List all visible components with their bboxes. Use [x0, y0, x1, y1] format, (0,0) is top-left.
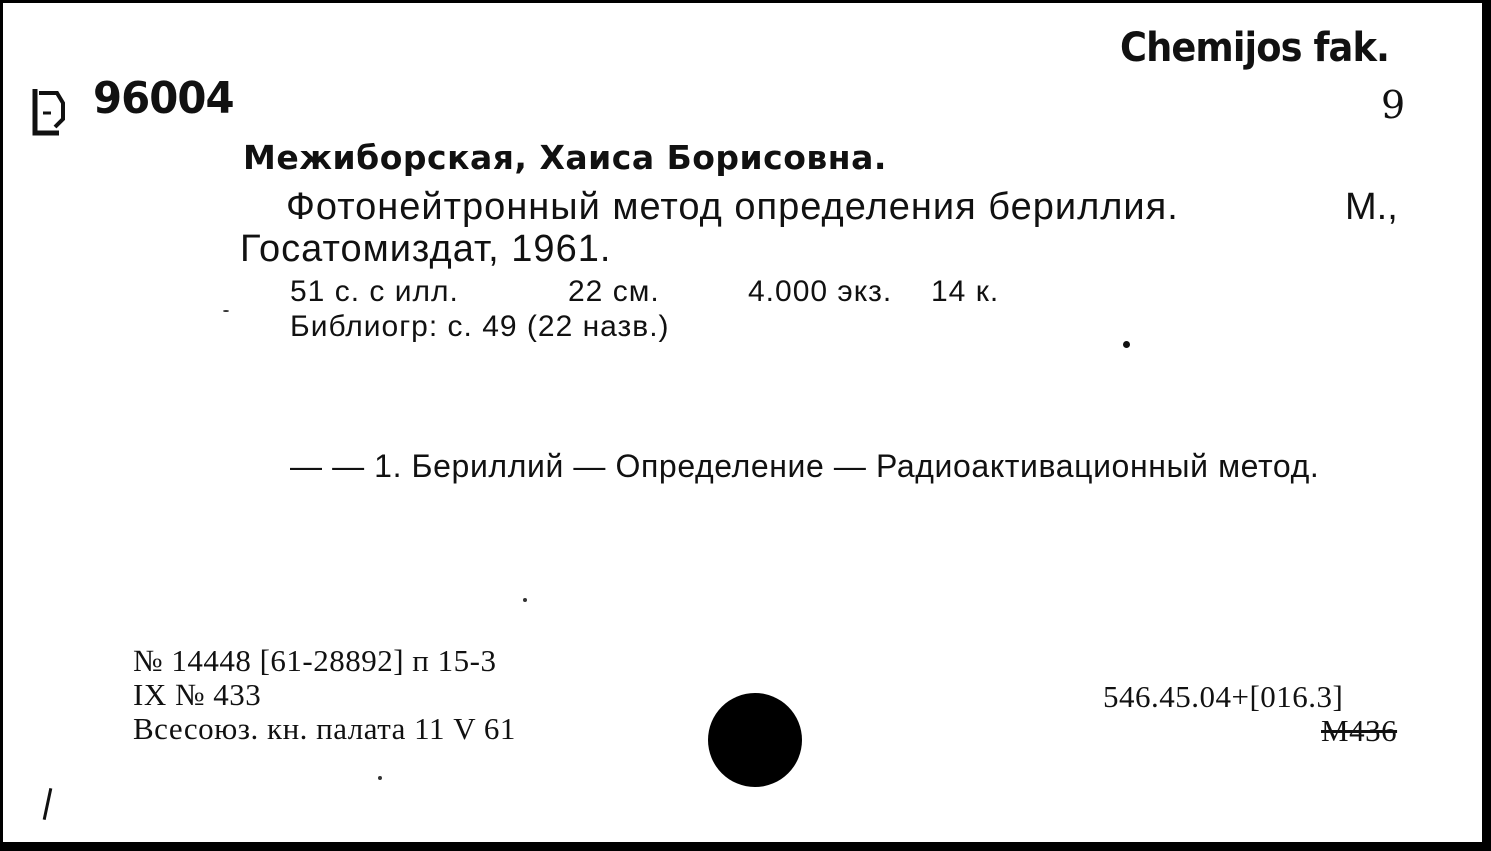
ink-dot	[1123, 341, 1130, 348]
handwritten-inventory-number: 96004	[93, 73, 234, 124]
speck	[378, 776, 382, 780]
library-mark-icon	[29, 83, 69, 139]
publisher-year: Госатомиздат, 1961.	[240, 228, 612, 270]
shelf-mark: М436	[1321, 713, 1398, 748]
registration-number: № 14448 [61-28892] п 15-3	[133, 643, 497, 678]
ix-number: IX № 433	[133, 677, 262, 712]
faculty-stamp: Chemijos fak.	[1120, 25, 1390, 71]
size-info: 22 см.	[568, 275, 660, 308]
print-run: 4.000 экз.	[748, 275, 893, 308]
speck	[223, 310, 229, 312]
author-heading: Межиборская, Хаиса Борисовна.	[243, 138, 887, 177]
subject-heading: — — 1. Бериллий — Определение — Радиоактивационный метод.	[290, 448, 1320, 484]
pencil-tick-mark	[43, 788, 53, 820]
card-number: 9	[1381, 83, 1406, 127]
punch-hole	[708, 693, 802, 787]
publication-place: М.,	[1345, 186, 1398, 228]
price: 14 к.	[931, 275, 1000, 308]
bibliography-note: Библиогр: с. 49 (22 назв.)	[290, 310, 670, 343]
speck	[523, 598, 527, 602]
catalog-card	[3, 3, 1488, 848]
pages-info: 51 с. с илл.	[290, 275, 459, 308]
book-chamber-line: Всесоюз. кн. палата 11 V 61	[133, 711, 516, 746]
udc-code: 546.45.04+[016.3]	[1103, 679, 1344, 714]
book-title: Фотонейтронный метод определения бериллия.	[286, 186, 1179, 228]
